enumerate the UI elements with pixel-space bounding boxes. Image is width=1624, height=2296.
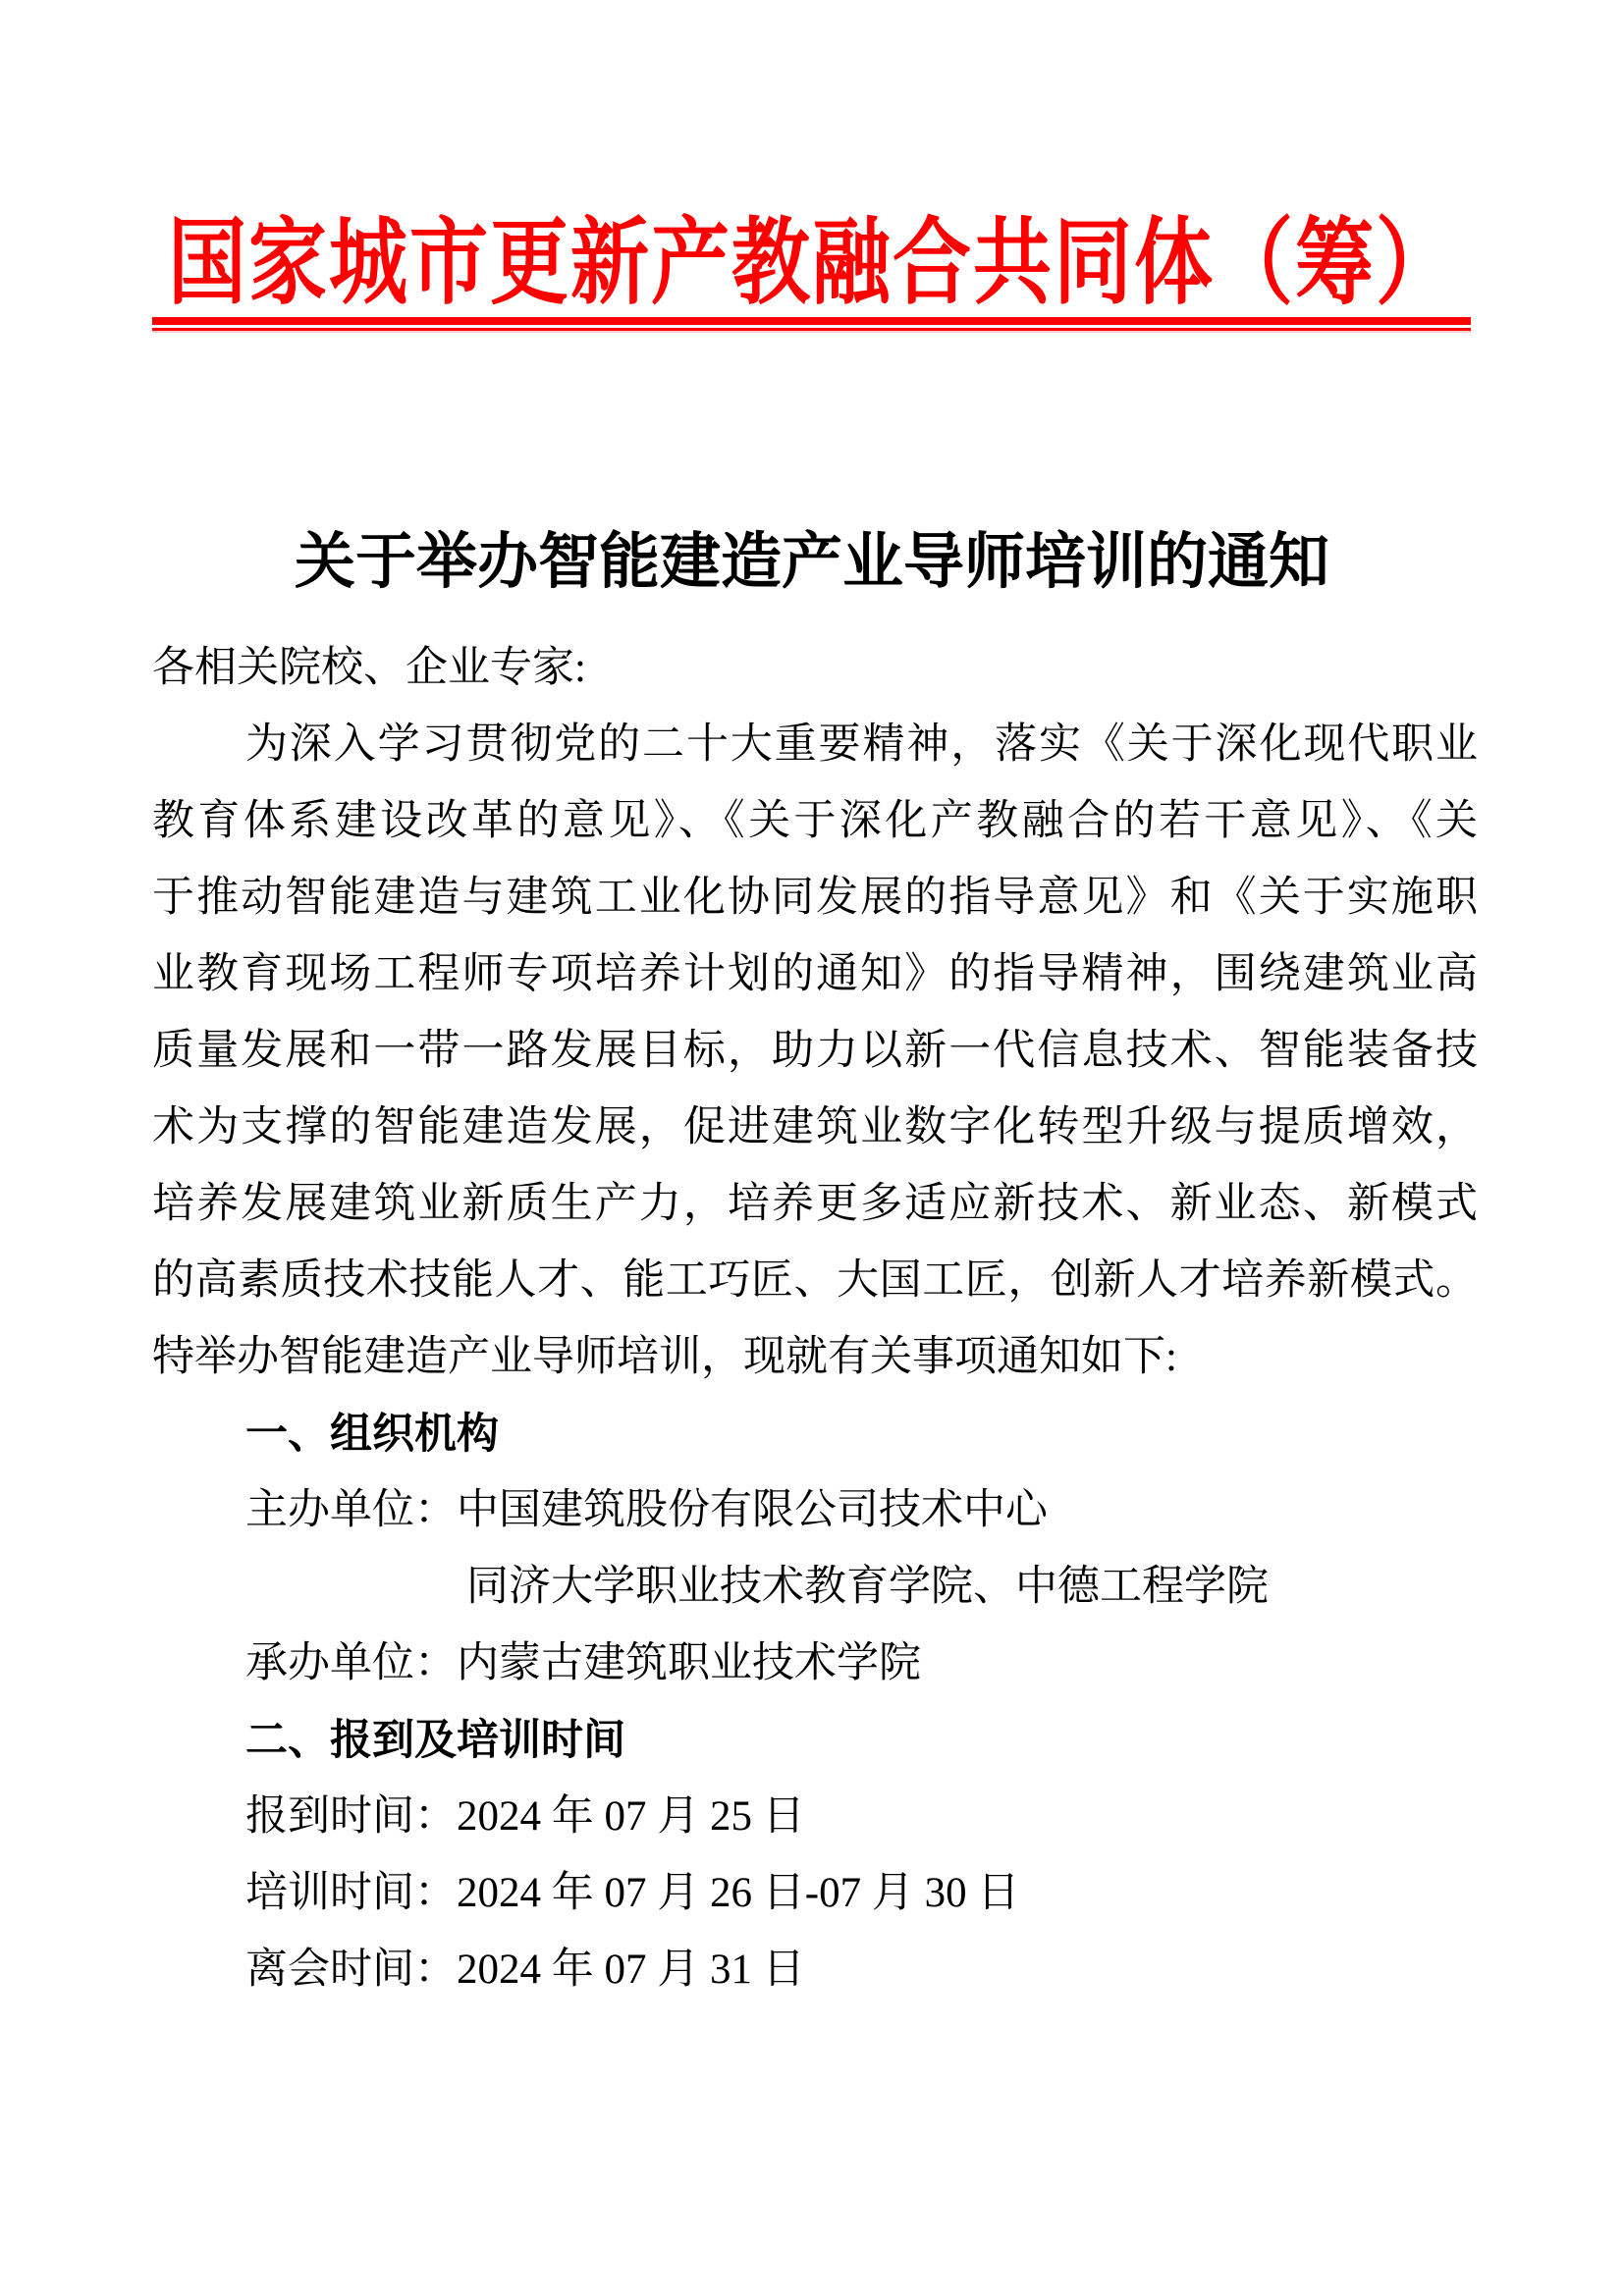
divider-thick-line (152, 317, 1471, 325)
text-line: 业教育现场工程师专项培养计划的通知》的指导精神，围绕建筑业高 (152, 951, 1478, 997)
text-line: 培训时间：2024 年 07 月 26 日-07 月 30 日 (245, 1870, 1020, 1916)
text-line: 同济大学职业技术教育学院、中德工程学院 (466, 1564, 1269, 1610)
text-line: 承办单位：内蒙古建筑职业技术学院 (245, 1640, 921, 1686)
letterhead-title: 国家城市更新产教融合共同体（筹） (168, 212, 1456, 316)
text-line: 一、组织机构 (245, 1411, 499, 1458)
text-line: 二、报到及培训时间 (245, 1717, 625, 1764)
document-body (152, 630, 1478, 2008)
text-line: 各相关院校、企业专家: (152, 645, 586, 691)
text-line: 的高素质技术技能人才、能工巧匠、大国工匠，创新人才培养新模式。 (152, 1257, 1478, 1304)
letterhead-divider (152, 317, 1471, 333)
text-line: 主办单位：中国建筑股份有限公司技术中心 (245, 1487, 1048, 1533)
text-line: 质量发展和一带一路发展目标，助力以新一代信息技术、智能装备技 (152, 1028, 1478, 1074)
text-line: 为深入学习贯彻党的二十大重要精神，落实《关于深化现代职业 (245, 721, 1478, 768)
text-line: 教育体系建设改革的意见》、《关于深化产教融合的若干意见》、《关 (152, 798, 1478, 844)
document-title: 关于举办智能建造产业导师培训的通知 (294, 529, 1329, 596)
text-line: 培养发展建筑业新质生产力，培养更多适应新技术、新业态、新模式 (152, 1181, 1478, 1227)
text-line: 术为支撑的智能建造发展，促进建筑业数字化转型升级与提质增效， (152, 1104, 1478, 1150)
divider-fade-line (152, 331, 1471, 333)
text-line: 于推动智能建造与建筑工业化协同发展的指导意见》和《关于实施职 (152, 875, 1478, 921)
text-line: 报到时间：2024 年 07 月 25 日 (245, 1793, 805, 1840)
text-line: 离会时间：2024 年 07 月 31 日 (245, 1947, 805, 1993)
text-line: 特举办智能建造产业导师培训，现就有关事项通知如下: (152, 1334, 1177, 1380)
